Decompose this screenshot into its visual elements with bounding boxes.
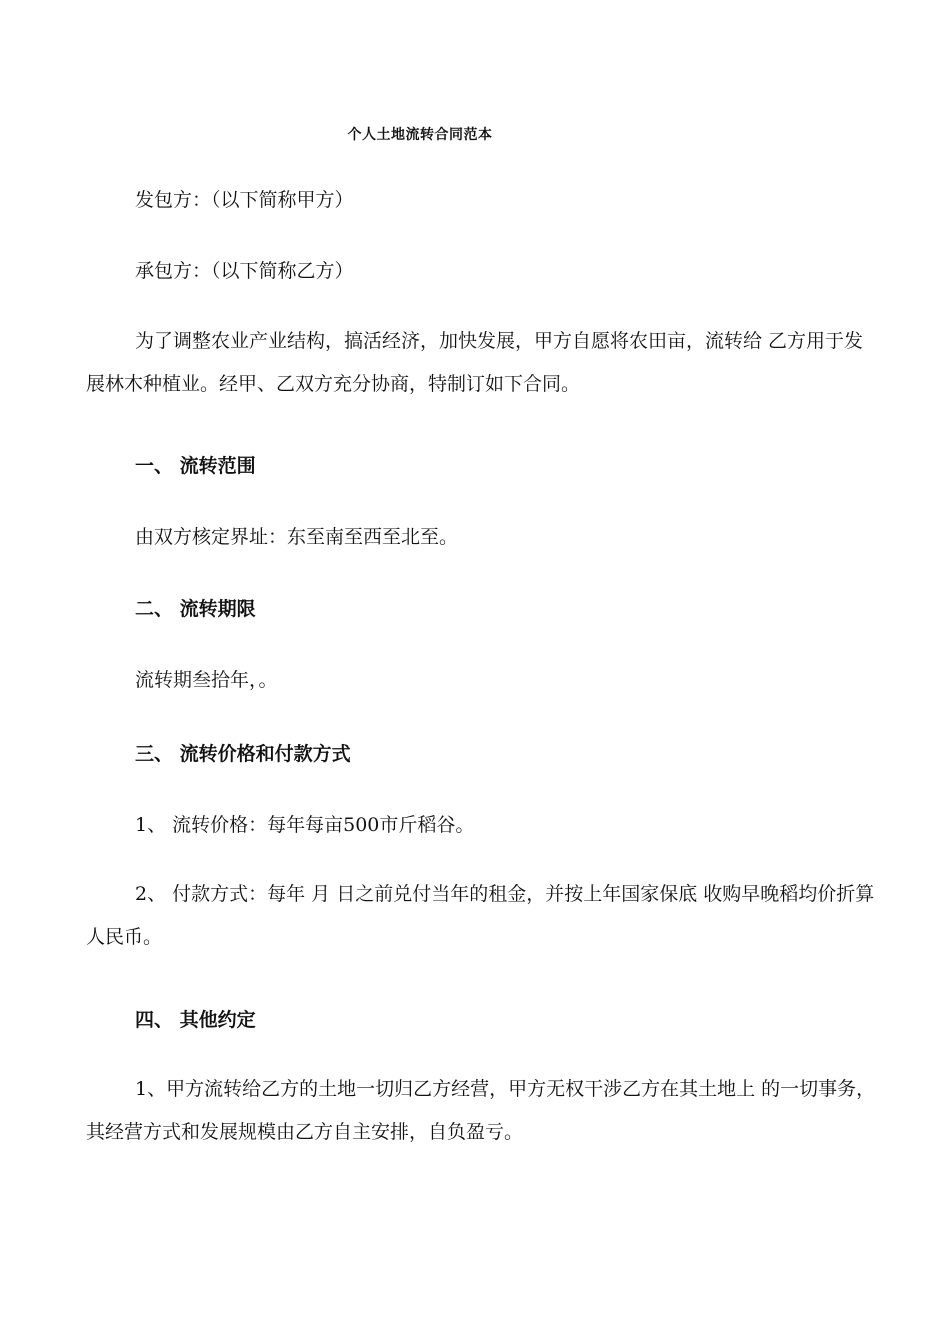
section-1-heading: 一、 流转范围 bbox=[135, 455, 256, 477]
party-a-line: 发包方：（以下简称甲方） bbox=[135, 189, 354, 211]
party-b-line: 承包方：（以下简称乙方） bbox=[135, 260, 354, 282]
section-3-heading: 三、 流转价格和付款方式 bbox=[135, 743, 351, 765]
section-2-heading: 二、 流转期限 bbox=[135, 598, 256, 620]
section-2-text: 流转期叁拾年，。 bbox=[135, 669, 278, 691]
section-3-item-2: 2、 付款方式：每年 月 日之前兑付当年的租金，并按上年国家保底 收购早晚稻均价折算人民币。 bbox=[86, 883, 875, 948]
preamble-paragraph: 为了调整农业产业结构，搞活经济，加快发展，甲方自愿将农田亩，流转给 乙方用于发展林木种植业。经甲、乙双方充分协商，特制订如下合同。 bbox=[86, 330, 864, 395]
document-title: 个人土地流转合同范本 bbox=[347, 127, 493, 143]
section-4-heading: 四、 其他约定 bbox=[135, 1009, 256, 1031]
section-3-item-1: 1、 流转价格：每年每亩500市斤稻谷。 bbox=[135, 814, 475, 836]
section-4-item-1: 1、甲方流转给乙方的土地一切归乙方经营，甲方无权干涉乙方在其土地上 的一切事务，其经营方式和发展规模由乙方自主安排，自负盈亏。 bbox=[86, 1078, 876, 1143]
section-1-text: 由双方核定界址：东至南至西至北至。 bbox=[135, 526, 459, 548]
